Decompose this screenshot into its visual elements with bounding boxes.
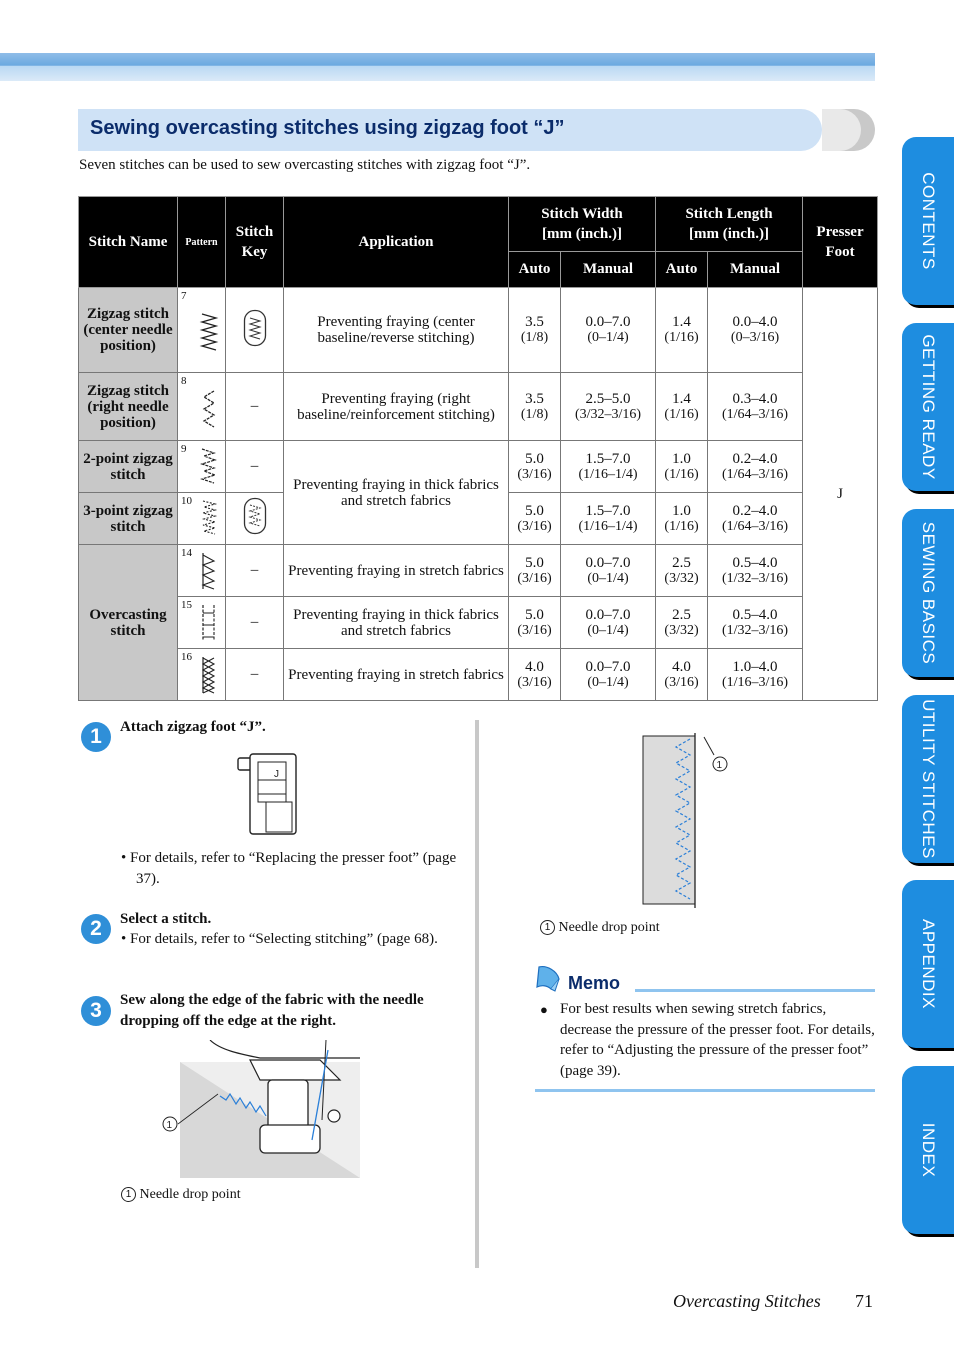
stitch-name-cell: Overcasting stitch (79, 545, 178, 701)
width-manual-cell: 1.5–7.0 (1/16–1/4) (561, 493, 656, 545)
header-stitch-key: Stitch Key (226, 197, 284, 288)
table-row (79, 597, 878, 649)
length-auto-cell: 4.0 (3/16) (656, 649, 708, 701)
pattern-cell (178, 545, 226, 597)
step-3-caption (121, 1184, 241, 1205)
width-manual-cell: 2.5–5.0 (3/32–3/16) (561, 373, 656, 441)
pattern-number: 8 (181, 375, 187, 387)
step-1-number: 1 (81, 722, 111, 752)
length-auto-cell: 1.0 (1/16) (656, 493, 708, 545)
zigzag-foot-j-illustration (236, 752, 300, 838)
stitch-name-cell: Zigzag stitch (right needle position) (79, 373, 178, 441)
sewing-edge-illustration (160, 1040, 360, 1178)
stitch-key-cell: – (226, 373, 284, 441)
application-cell: Preventing fraying in thick fabrics and stretch fabrics (284, 441, 509, 545)
stitch-key-cell: – (226, 441, 284, 493)
pattern-cell (178, 597, 226, 649)
table-row (79, 441, 878, 493)
table-row (79, 288, 878, 373)
three-point-zigzag-key-icon (243, 497, 267, 535)
length-manual-cell: 0.2–4.0 (1/64–3/16) (708, 441, 803, 493)
width-auto-cell: 3.5 (1/8) (509, 288, 561, 373)
zigzag-key-icon (243, 309, 267, 347)
page-number: 71 (855, 1291, 873, 1311)
application-cell: Preventing fraying (center baseline/reverse stitching) (284, 288, 509, 373)
pattern-number: 9 (181, 443, 187, 455)
pattern-number: 16 (181, 651, 192, 663)
stitch-table (78, 196, 878, 701)
footer-section-name: Overcasting Stitches (673, 1291, 821, 1311)
length-manual-cell: 0.3–4.0 (1/64–3/16) (708, 373, 803, 441)
header-stitch-length: Stitch Length [mm (inch.)] (656, 197, 803, 252)
needle-drop-edge-illustration (640, 733, 740, 908)
two-point-zigzag-pattern-icon (198, 447, 220, 487)
stitch-name-cell: Zigzag stitch (center needle position) (79, 288, 178, 373)
memo-rule-top (635, 989, 875, 992)
length-auto-cell: 2.5 (3/32) (656, 597, 708, 649)
section-title: Sewing overcasting stitches using zigzag foot “J” (90, 117, 565, 139)
header-width-manual: Manual (561, 252, 656, 288)
width-auto-cell: 5.0 (3/16) (509, 493, 561, 545)
memo-text: For best results when sewing stretch fabrics, decrease the pressure of the presser foot. For details, refer to “Adjusting the pressure of the presser foot” (page 39). (560, 1001, 875, 1079)
width-manual-cell: 0.0–7.0 (0–1/4) (561, 288, 656, 373)
header-presser-foot: Presser Foot (803, 197, 878, 288)
pattern-number: 15 (181, 599, 192, 611)
overcast-thick-pattern-icon (198, 603, 220, 643)
callout-marker: 1 (540, 920, 555, 935)
stitch-key-cell (226, 493, 284, 545)
presser-foot-cell: J (803, 288, 878, 701)
pattern-cell (178, 288, 226, 373)
width-manual-cell: 1.5–7.0 (1/16–1/4) (561, 441, 656, 493)
overcast-pattern-icon (198, 551, 220, 591)
stitch-name-cell: 3-point zigzag stitch (79, 493, 178, 545)
length-auto-cell: 1.4 (1/16) (656, 288, 708, 373)
tab-getting-ready[interactable]: GETTING READY (902, 323, 954, 491)
svg-text:1: 1 (166, 1120, 173, 1131)
tab-sewing-basics[interactable]: SEWING BASICS (902, 509, 954, 677)
stitch-key-cell: – (226, 545, 284, 597)
step-3-number: 3 (81, 996, 111, 1026)
application-cell: Preventing fraying in stretch fabrics (284, 649, 509, 701)
header-stitch-name: Stitch Name (79, 197, 178, 288)
step-1-bullet: • For details, refer to “Replacing the presser foot” (page 37). (121, 850, 457, 887)
tab-appendix[interactable]: APPENDIX (902, 880, 954, 1048)
stitch-key-cell: – (226, 597, 284, 649)
width-auto-cell: 5.0 (3/16) (509, 441, 561, 493)
step-2-title: Select a stitch. (120, 911, 212, 927)
pattern-number: 10 (181, 495, 192, 507)
step-2-number: 2 (81, 914, 111, 944)
header-pattern: Pattern (178, 197, 226, 288)
pattern-number: 14 (181, 547, 192, 559)
heading-end-cap (822, 109, 876, 151)
tab-utility-stitches[interactable]: UTILITY STITCHES (902, 695, 954, 863)
length-auto-cell: 1.4 (1/16) (656, 373, 708, 441)
memo-title: Memo (568, 973, 621, 993)
application-cell: Preventing fraying in stretch fabrics (284, 545, 509, 597)
memo-icon (533, 963, 565, 993)
memo-bullet: ● (540, 1002, 548, 1017)
header-stitch-width: Stitch Width [mm (inch.)] (509, 197, 656, 252)
length-auto-cell: 1.0 (1/16) (656, 441, 708, 493)
width-manual-cell: 0.0–7.0 (0–1/4) (561, 597, 656, 649)
width-auto-cell: 5.0 (3/16) (509, 545, 561, 597)
step-2-bullet: • For details, refer to “Selecting stitching” (page 68). (121, 931, 438, 947)
table-row (79, 545, 878, 597)
pattern-cell (178, 493, 226, 545)
column-divider (475, 720, 479, 1268)
three-point-zigzag-pattern-icon (198, 499, 220, 539)
overcast-stretch-pattern-icon (198, 655, 220, 695)
application-cell: Preventing fraying (right baseline/reinforcement stitching) (284, 373, 509, 441)
length-manual-cell: 0.0–4.0 (0–3/16) (708, 288, 803, 373)
right-figure-caption (540, 917, 660, 938)
caption-text: Needle drop point (139, 1187, 241, 1202)
tab-index[interactable]: INDEX (902, 1066, 954, 1234)
width-manual-cell: 0.0–7.0 (0–1/4) (561, 649, 656, 701)
step-3-title: Sew along the edge of the fabric with the needle dropping off the edge at the right. (120, 992, 424, 1029)
stitch-key-cell (226, 288, 284, 373)
length-manual-cell: 0.2–4.0 (1/64–3/16) (708, 493, 803, 545)
intro-text: Seven stitches can be used to sew overcasting stitches with zigzag foot “J”. (79, 157, 531, 173)
pattern-cell (178, 373, 226, 441)
caption-text: Needle drop point (558, 920, 660, 935)
width-auto-cell: 3.5 (1/8) (509, 373, 561, 441)
pattern-cell (178, 441, 226, 493)
table-row (79, 373, 878, 441)
length-manual-cell: 0.5–4.0 (1/32–3/16) (708, 545, 803, 597)
stitch-key-cell: – (226, 649, 284, 701)
right-zigzag-pattern-icon (198, 389, 220, 429)
width-auto-cell: 5.0 (3/16) (509, 597, 561, 649)
top-decorative-band (0, 53, 875, 81)
memo-rule-bottom (535, 1089, 875, 1092)
callout-marker: 1 (121, 1187, 136, 1202)
header-length-manual: Manual (708, 252, 803, 288)
application-cell: Preventing fraying in thick fabrics and stretch fabrics (284, 597, 509, 649)
pattern-number: 7 (181, 290, 187, 302)
length-manual-cell: 0.5–4.0 (1/32–3/16) (708, 597, 803, 649)
width-manual-cell: 0.0–7.0 (0–1/4) (561, 545, 656, 597)
table-row (79, 649, 878, 701)
length-manual-cell: 1.0–4.0 (1/16–3/16) (708, 649, 803, 701)
svg-text:J: J (274, 769, 279, 780)
pattern-cell (178, 649, 226, 701)
tab-contents[interactable]: CONTENTS (902, 137, 954, 305)
svg-text:1: 1 (716, 760, 723, 771)
header-application: Application (284, 197, 509, 288)
step-1-title: Attach zigzag foot “J”. (120, 719, 266, 735)
header-width-auto: Auto (509, 252, 561, 288)
header-length-auto: Auto (656, 252, 708, 288)
length-auto-cell: 2.5 (3/32) (656, 545, 708, 597)
stitch-name-cell: 2-point zigzag stitch (79, 441, 178, 493)
zigzag-pattern-icon (198, 312, 220, 352)
width-auto-cell: 4.0 (3/16) (509, 649, 561, 701)
